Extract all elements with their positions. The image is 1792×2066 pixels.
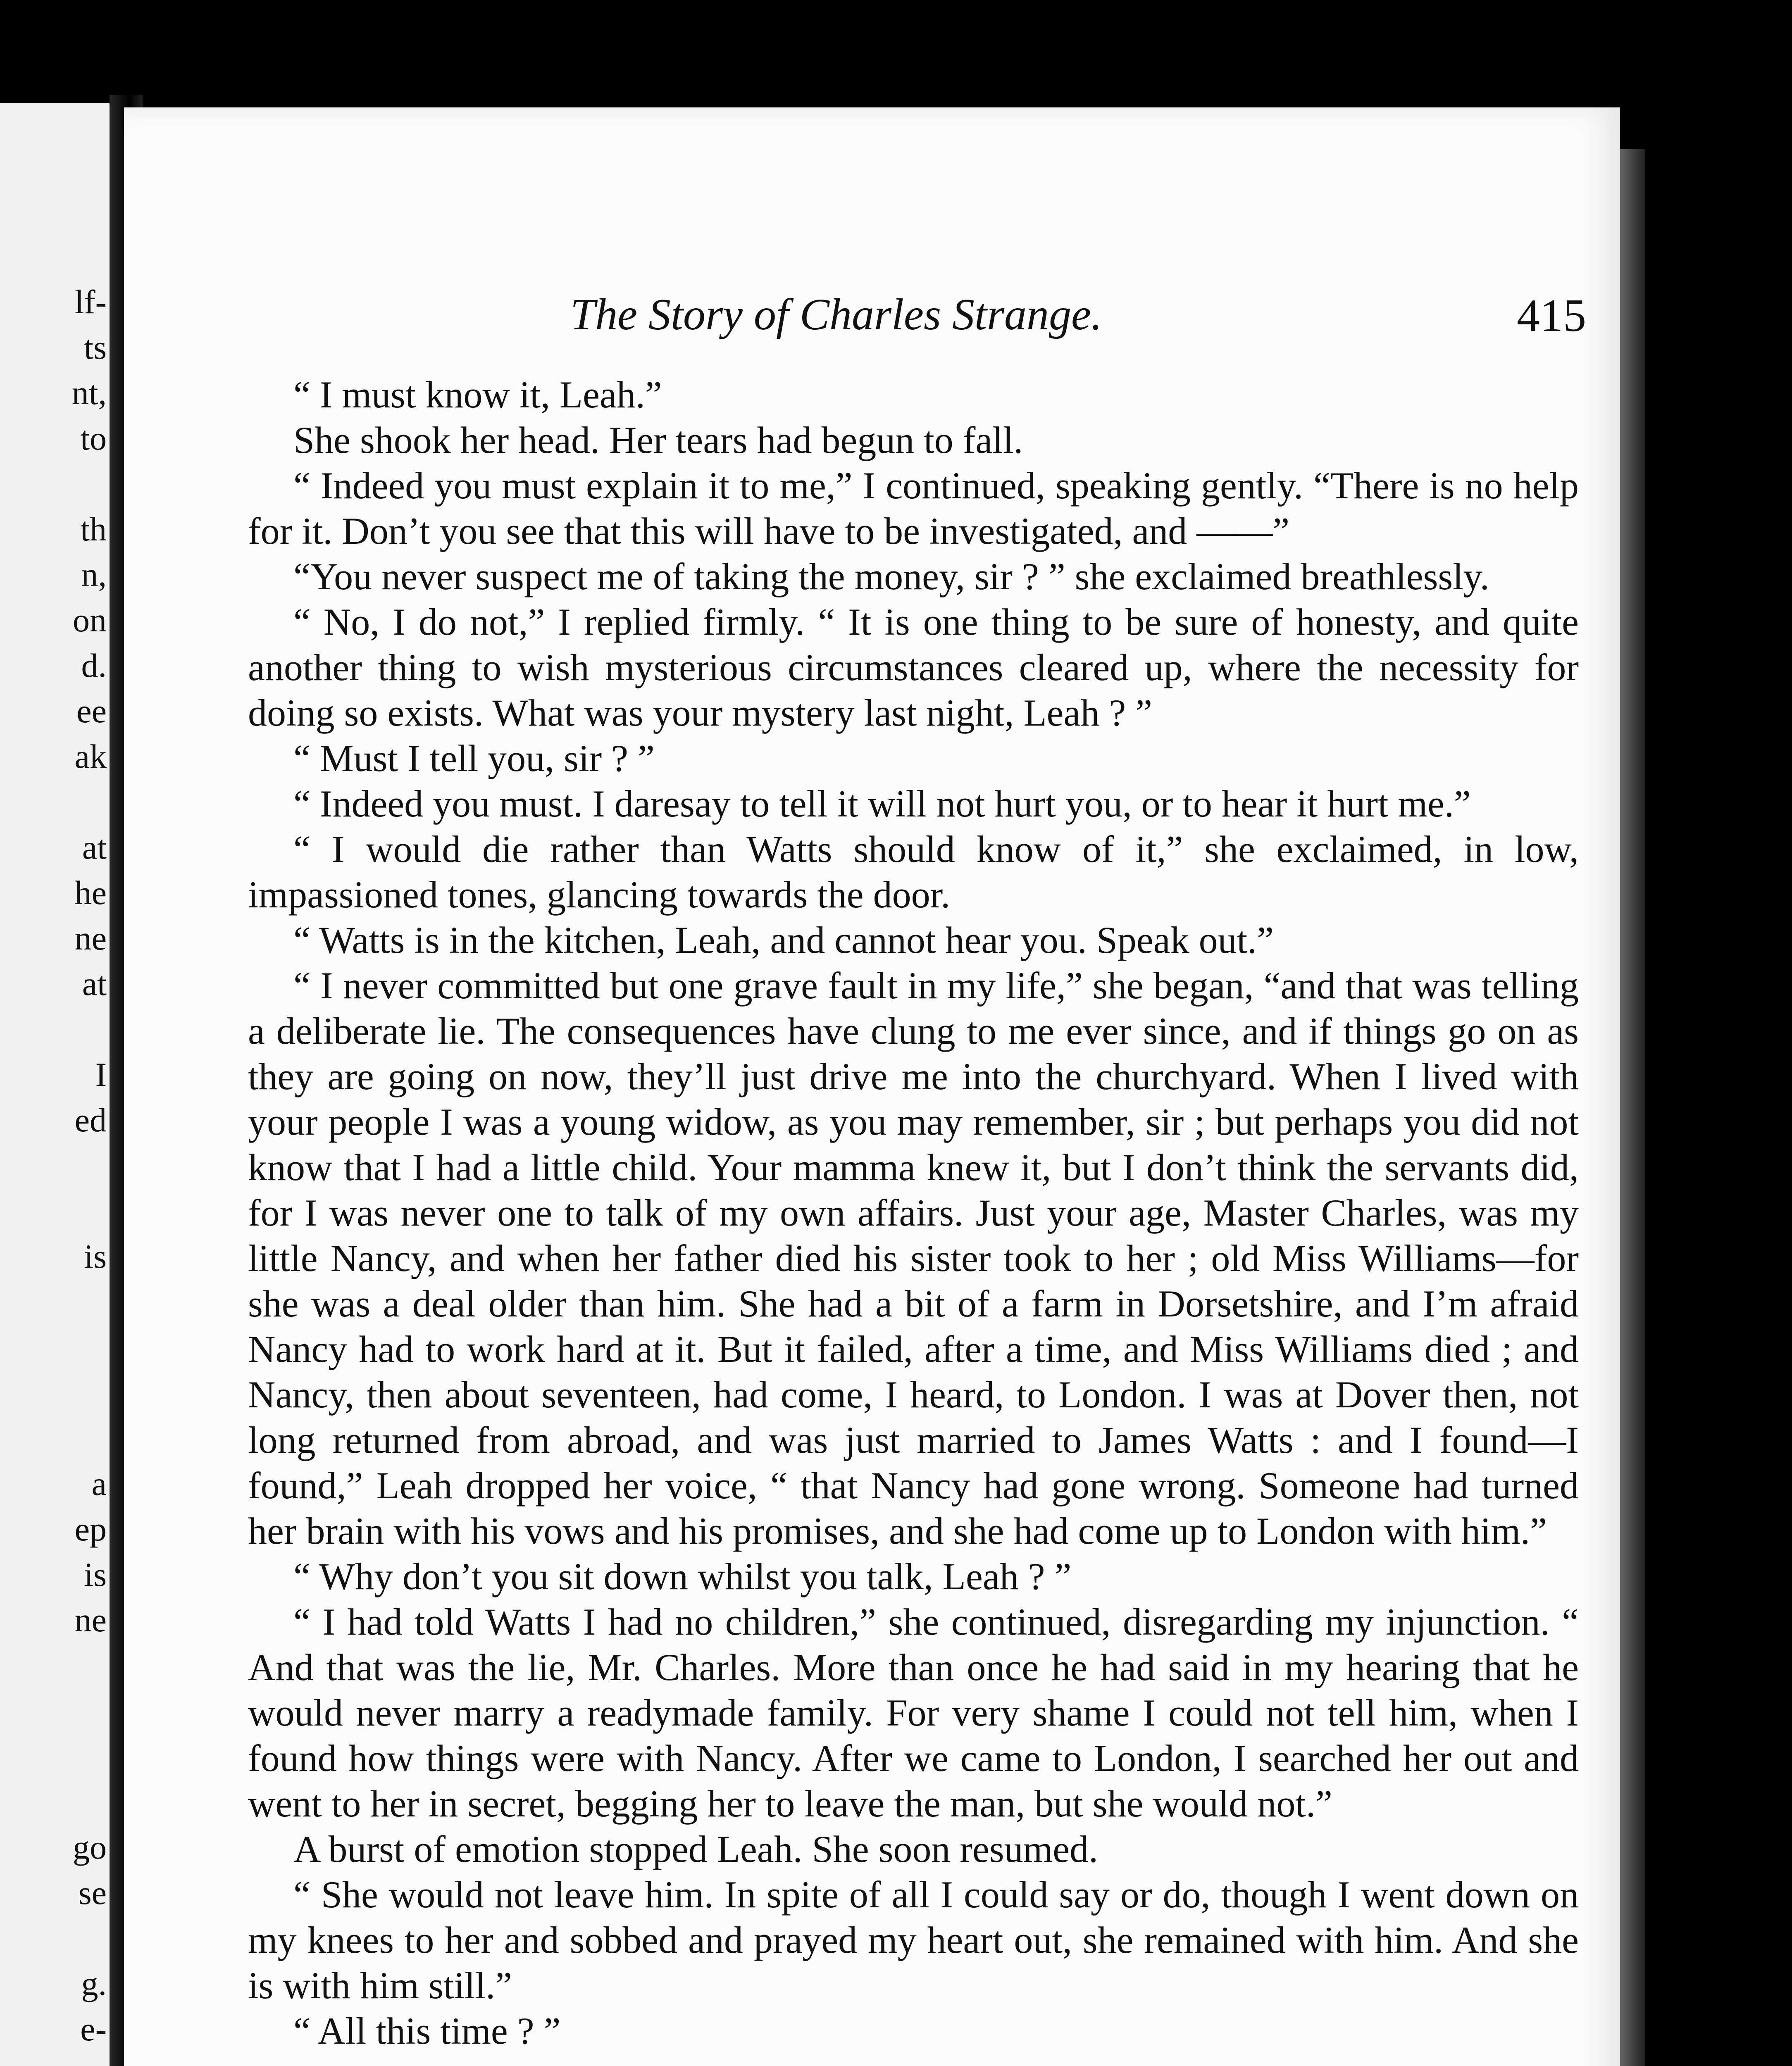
facing-page-text: I [95,1056,107,1093]
facing-page-text: on [73,601,107,639]
facing-page-text: ne [74,1601,107,1639]
page-edge-shadow [1620,149,1645,2066]
paragraph: A burst of emotion stopped Leah. She soon resumed. [293,1828,1099,1870]
facing-page-text: g. [81,1965,107,2002]
paragraph: “ She would not leave him. In spite of all I could say or do, though I went down on my knees to her and sobbed and prayed my heart out, she remained with him. And she is with him still.” [248,1873,1579,2006]
paragraph: “ I never committed but one grave fault in my life,” she began, “and that was telling a deliberate lie. The consequences have clung to me ever since, and if things go on as they are going on now, they’ll just drive me into the churchyard. When I lived with your people I was a young widow, as you may remember, sir ; but perhaps you did not know that I had a little child. Your mamma knew it, but I don’t think the servants did, for I was never one to talk of my own affairs. Just your age, Master Charles, was my little Nancy, and when her father died his sister took to her ; old Miss Williams—for she was a deal older than him. She had a bit of a farm in Dorsetshire, and I’m afraid Nancy had to work hard at it. But it failed, after a time, and Miss Williams died ; and Nancy, then about seventeen, had come, I heard, to London. I was at Dover then, not long returned from abroad, and was just married to James Watts : and I found—I found,” Leah dropped her voice, “ that Nancy had gone wrong. Someone had turned her brain with his vows and his promises, and she had come up to London with him.” [248,964,1579,1552]
facing-page-text: d. [81,647,107,684]
facing-page-text: ee [76,692,107,730]
facing-page-text: a [91,1465,107,1502]
facing-page-text: se [78,1874,107,1911]
facing-page-text: is [84,1238,107,1275]
book-page [124,107,1620,2066]
page-number: 415 [1517,290,1586,341]
facing-page-text: n, [81,556,107,593]
facing-page-text: ep [74,1510,107,1548]
paragraph: “You never suspect me of taking the money, sir ? ” she exclaimed breathlessly. [293,555,1489,597]
paragraph: “ Indeed you must explain it to me,” I continued, speaking gently. “There is no help for it. Don’t you see that this will have to be investigated, and ——” [248,464,1579,552]
facing-page-text: to [80,419,107,457]
paragraph: “ Why don’t you sit down whilst you talk, Leah ? ” [293,1555,1072,1597]
body-text [248,372,1579,2054]
paragraph: She shook her head. Her tears had begun to fall. [293,419,1023,461]
facing-page-text: ts [84,328,107,366]
facing-page-text: ne [74,919,107,957]
facing-page-text: lf- [74,283,107,321]
facing-page-text: is [84,1556,107,1593]
facing-page-text: at [82,828,107,866]
facing-page-fragment [0,103,116,2066]
paragraph: “ Must I tell you, sir ? ” [293,737,655,779]
running-title: The Story of Charles Strange. [570,290,1102,339]
facing-page-text: ak [74,738,107,775]
facing-page-text: e- [80,2010,107,2048]
paragraph: “ No, I do not,” I replied firmly. “ It is one thing to be sure of honesty, and quite another thing to wish mysterious circumstances cleared up, where the necessity for doing so exists. What was your mystery last night, Leah ? ” [248,601,1579,734]
facing-page-text: go [73,1828,107,1866]
paragraph: “ Watts is in the kitchen, Leah, and cannot hear you. Speak out.” [293,919,1274,961]
facing-page-text: th [80,510,107,548]
paragraph: “ All this time ? ” [293,2010,561,2052]
paragraph: “ I must know it, Leah.” [293,374,662,416]
facing-page-text: he [74,874,107,912]
paragraph: “ I would die rather than Watts should know of it,” she exclaimed, in low, impassioned tones, glancing towards the door. [248,828,1579,916]
paragraph: “ Indeed you must. I daresay to tell it will not hurt you, or to hear it hurt me.” [293,783,1471,825]
facing-page-text: nt, [71,374,107,412]
paragraph: “ I had told Watts I had no children,” she continued, disregarding my injunction. “ And that was the lie, Mr. Charles. More than once he had said in my hearing that he would never marry a readymade family. For very shame I could not tell him, when I found how things were with Nancy. After we came to London, I searched her out and went to her in secret, begging her to leave the man, but she would not.” [248,1601,1579,1825]
facing-page-text: at [82,965,107,1002]
facing-page-text: ed [74,1101,107,1139]
